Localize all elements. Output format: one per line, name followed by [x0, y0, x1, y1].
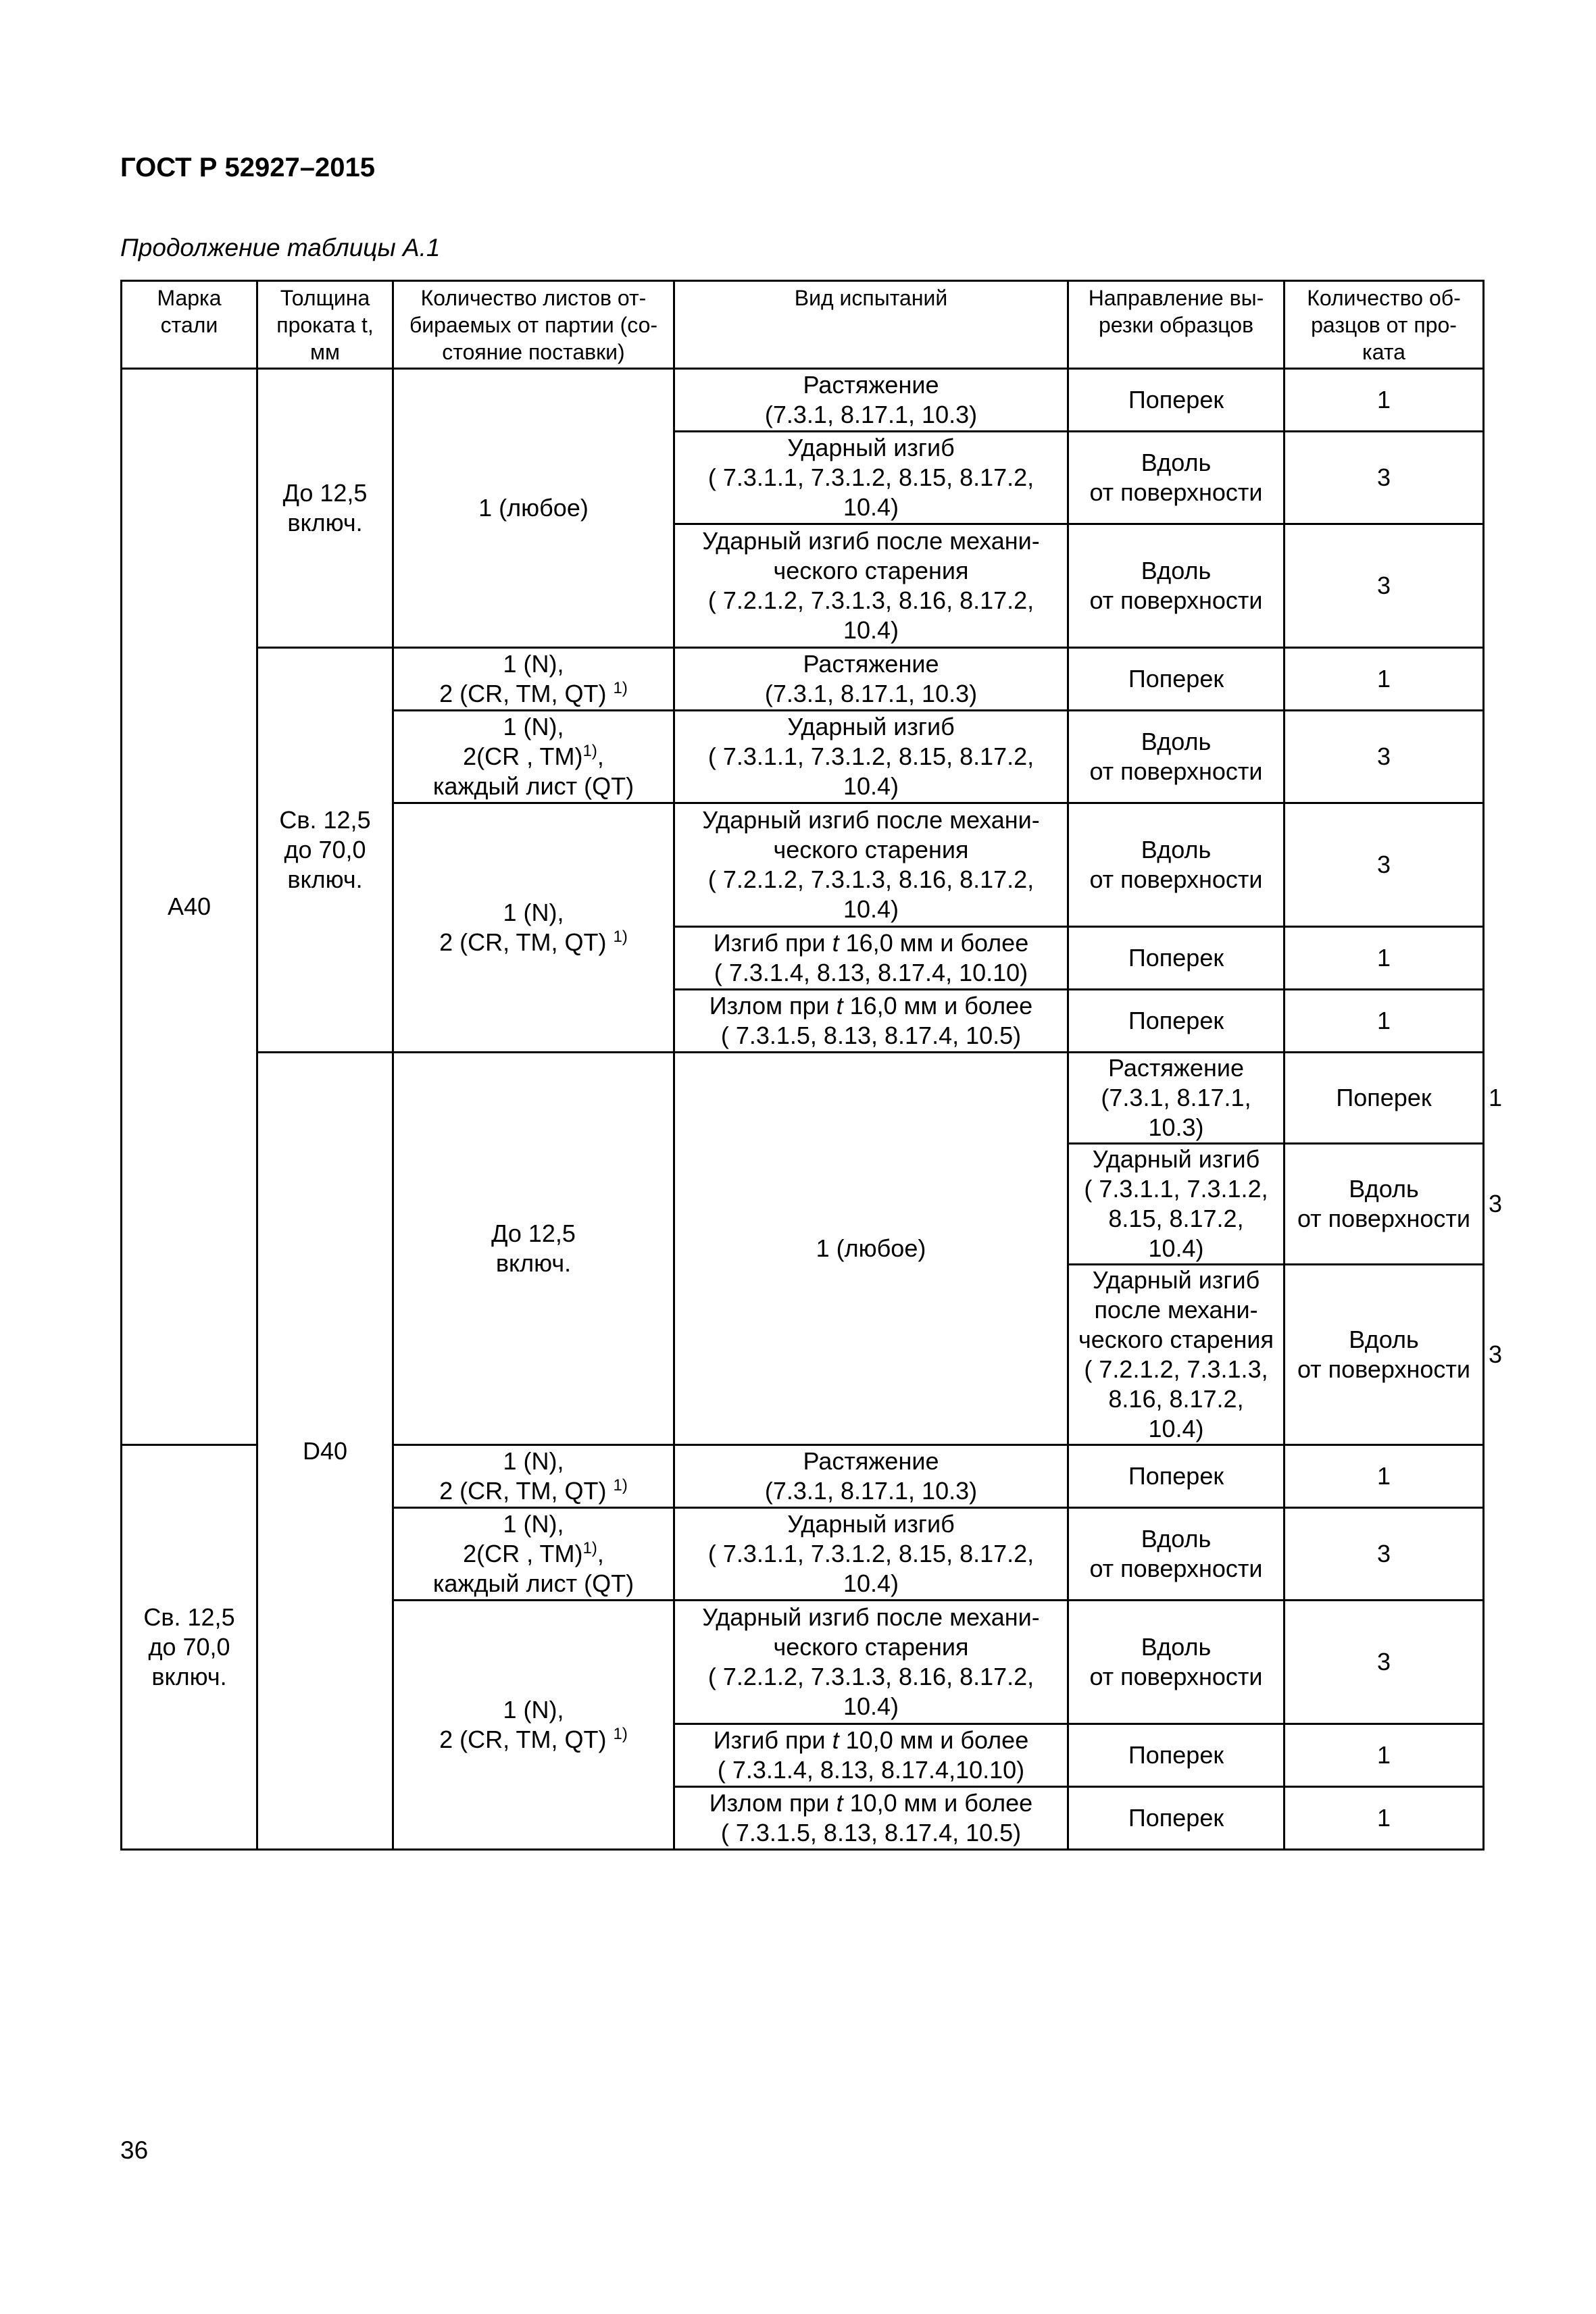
footnote-mark: 1)	[582, 742, 597, 760]
table-row: Ударный изгиб ( 7.3.1.1, 7.3.1.2, 8.15, 8.17.2, 10.4) Вдоль от поверхности 3	[122, 1144, 1484, 1265]
direction-cell: Вдоль от поверхности	[1285, 1265, 1484, 1445]
test-text-cont: 16,0 мм и более ( 7.3.1.4, 8.13, 8.17.4, 10.10)	[714, 929, 1029, 986]
count-cell: 1	[1285, 1787, 1484, 1850]
t-symbol: t	[836, 992, 843, 1020]
table-row: D40 До 12,5 включ. 1 (любое) Растяжение (7.3.1, 8.17.1, 10.3) Поперек 1	[122, 1053, 1484, 1144]
direction-cell: Поперек	[1068, 1787, 1285, 1850]
footnote-mark: 1)	[613, 1725, 628, 1743]
header-thickness: Толщина проката t, мм	[257, 281, 393, 369]
test-cell: Растяжение (7.3.1, 8.17.1, 10.3)	[674, 369, 1068, 432]
page-number: 36	[120, 2136, 149, 2164]
test-text-cont: 10,0 мм и более ( 7.3.1.4, 8.13, 8.17.4,10.10)	[717, 1726, 1029, 1784]
thickness-cell: До 12,5 включ.	[393, 1053, 674, 1445]
direction-cell: Вдоль от поверхности	[1068, 803, 1285, 927]
direction-cell: Поперек	[1068, 648, 1285, 711]
sheets-text-cont: , каждый лист (QT)	[432, 1540, 634, 1597]
table-row	[122, 369, 1484, 432]
thickness-cell: Св. 12,5 до 70,0 включ.	[122, 1445, 257, 1850]
sheets-text-cont: , каждый лист (QT)	[432, 743, 634, 800]
count-cell: 3	[1285, 711, 1484, 803]
direction-cell: Поперек	[1285, 1053, 1484, 1144]
test-cell	[674, 927, 1068, 990]
sheets-cell: 1 (любое)	[393, 369, 674, 648]
test-text-cont: 10,0 мм и более ( 7.3.1.5, 8.13, 8.17.4, 10.5)	[720, 1789, 1033, 1846]
test-cell: Ударный изгиб ( 7.3.1.1, 7.3.1.2, 8.15, 8.17.2, 10.4)	[674, 432, 1068, 524]
count-cell: 1	[1285, 1724, 1484, 1787]
test-cell: Ударный изгиб ( 7.3.1.1, 7.3.1.2, 8.15, 8.17.2, 10.4)	[674, 711, 1068, 803]
direction-cell: Поперек	[1068, 1724, 1285, 1787]
footnote-mark: 1)	[582, 1539, 597, 1557]
thickness-cell: Св. 12,5 до 70,0 включ.	[257, 648, 393, 1053]
test-text: Излом при	[709, 992, 837, 1020]
sheets-cell	[393, 648, 674, 711]
direction-cell: Вдоль от поверхности	[1068, 711, 1285, 803]
count-cell: 1	[1285, 927, 1484, 990]
sheets-text: 1 (N), 2 (CR, TM, QT)	[439, 899, 607, 956]
footnote-mark: 1)	[613, 928, 628, 946]
footnote-mark: 1)	[613, 679, 628, 697]
direction-cell: Вдоль от поверхности	[1068, 524, 1285, 648]
count-cell: 1	[1285, 369, 1484, 432]
test-cell: Растяжение (7.3.1, 8.17.1, 10.3)	[674, 648, 1068, 711]
count-cell: 3	[1285, 1601, 1484, 1724]
header-test-type: Вид испытаний	[674, 281, 1068, 369]
header-direction: Направление вы- резки образцов	[1068, 281, 1285, 369]
sheets-text: 1 (N), 2 (CR, TM, QT)	[439, 1696, 607, 1753]
sheets-text: 1 (N), 2 (CR, TM, QT)	[439, 650, 607, 707]
test-text-cont: 16,0 мм и более ( 7.3.1.5, 8.13, 8.17.4, 10.5)	[720, 992, 1033, 1049]
direction-cell: Вдоль от поверхности	[1068, 1508, 1285, 1601]
test-cell	[674, 1787, 1068, 1850]
direction-cell: Поперек	[1068, 1445, 1285, 1508]
sheets-cell	[393, 711, 674, 803]
test-table	[120, 280, 1503, 1851]
count-cell: 3	[1285, 1508, 1484, 1601]
test-cell: Ударный изгиб ( 7.3.1.1, 7.3.1.2, 8.15, 8.17.2, 10.4)	[674, 1508, 1068, 1601]
sheets-cell: 1 (любое)	[674, 1053, 1068, 1445]
count-cell: 1	[1285, 1445, 1484, 1508]
t-symbol: t	[836, 1789, 843, 1817]
sheets-text: 1 (N), 2(CR , TM)	[463, 1510, 583, 1567]
sheets-cell	[393, 1508, 674, 1601]
count-cell: 3	[1285, 432, 1484, 524]
test-cell: Растяжение (7.3.1, 8.17.1, 10.3)	[1068, 1053, 1285, 1144]
test-text: Изгиб при	[713, 1726, 832, 1754]
test-cell: Ударный изгиб после механи- ческого старения ( 7.2.1.2, 7.3.1.3, 8.16, 8.17.2, 10.4)	[674, 803, 1068, 927]
table-row	[122, 648, 1484, 711]
direction-cell: Вдоль от поверхности	[1285, 1144, 1484, 1265]
count-cell: 1	[1285, 990, 1484, 1053]
direction-cell: Поперек	[1068, 369, 1285, 432]
table-row: Ударный изгиб после механи- ческого старения ( 7.2.1.2, 7.3.1.3, 8.16, 8.17.2, 10.4) Вдоль от поверхности 3	[122, 1265, 1484, 1445]
t-symbol: t	[832, 1726, 839, 1754]
table-header-row	[122, 281, 1484, 369]
t-symbol: t	[832, 929, 839, 957]
test-cell	[674, 990, 1068, 1053]
count-cell: 1	[1285, 648, 1484, 711]
direction-cell: Поперек	[1068, 990, 1285, 1053]
sheets-cell	[393, 1445, 674, 1508]
direction-cell: Вдоль от поверхности	[1068, 432, 1285, 524]
test-cell: Ударный изгиб ( 7.3.1.1, 7.3.1.2, 8.15, 8.17.2, 10.4)	[1068, 1144, 1285, 1265]
document-code: ГОСТ Р 52927–2015	[120, 153, 375, 182]
test-cell: Растяжение (7.3.1, 8.17.1, 10.3)	[674, 1445, 1068, 1508]
header-sample-count: Количество об- разцов от про- ката	[1285, 281, 1484, 369]
direction-cell: Вдоль от поверхности	[1068, 1601, 1285, 1724]
grade-cell: D40	[257, 1053, 393, 1850]
sheets-text: 1 (N), 2(CR , TM)	[463, 713, 583, 770]
footnote-mark: 1)	[613, 1476, 628, 1494]
test-cell: Ударный изгиб после механи- ческого старения ( 7.2.1.2, 7.3.1.3, 8.16, 8.17.2, 10.4)	[674, 1601, 1068, 1724]
test-text: Изгиб при	[713, 929, 832, 957]
test-cell	[674, 1724, 1068, 1787]
sheets-cell	[393, 1601, 674, 1850]
sheets-text: 1 (N), 2 (CR, TM, QT)	[439, 1447, 607, 1505]
test-cell: Ударный изгиб после механи- ческого старения ( 7.2.1.2, 7.3.1.3, 8.16, 8.17.2, 10.4)	[1068, 1265, 1285, 1445]
sheets-cell	[393, 803, 674, 1053]
count-cell: 3	[1285, 803, 1484, 927]
header-grade: Марка стали	[122, 281, 257, 369]
test-cell: Ударный изгиб после механи- ческого старения ( 7.2.1.2, 7.3.1.3, 8.16, 8.17.2, 10.4)	[674, 524, 1068, 648]
test-text: Излом при	[709, 1789, 837, 1817]
grade-cell: A40	[122, 369, 257, 1445]
header-sheets: Количество листов от- бираемых от партии (со- стояние поставки)	[393, 281, 674, 369]
thickness-cell: До 12,5 включ.	[257, 369, 393, 648]
direction-cell: Поперек	[1068, 927, 1285, 990]
count-cell: 3	[1285, 524, 1484, 648]
table-caption: Продолжение таблицы А.1	[120, 234, 441, 261]
